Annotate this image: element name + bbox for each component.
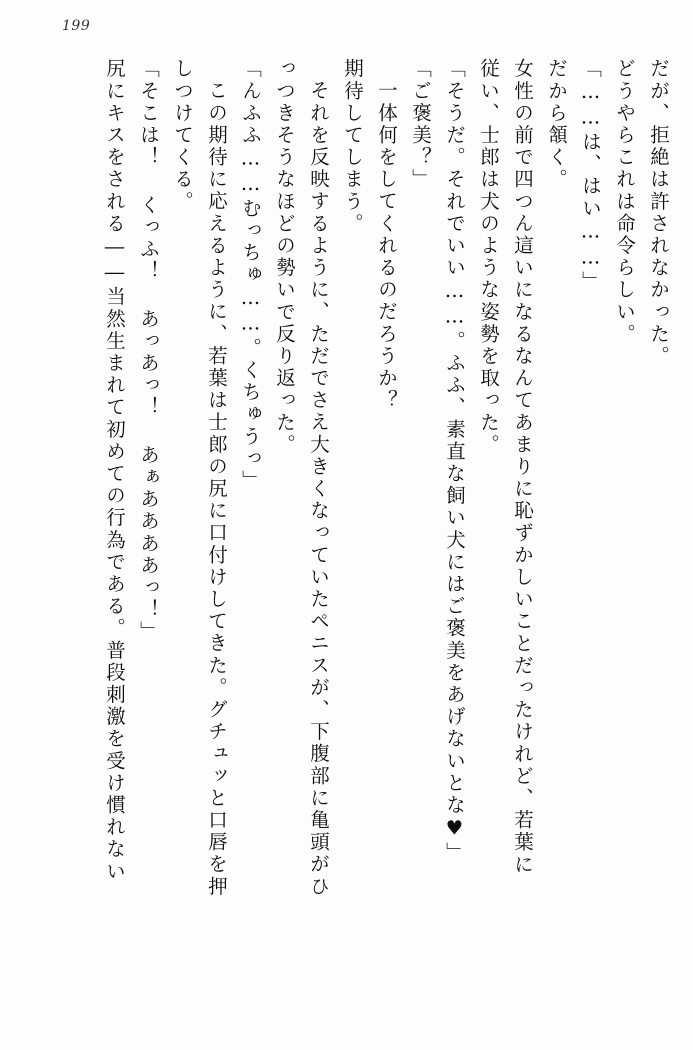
text-line: 「そこは！ くっふ！ あっあっ！ あぁああああっ！」 bbox=[137, 58, 160, 644]
text-line: 女性の前で四つん這いになるなんてあまりに恥ずかしいことだったけれど、若葉に bbox=[511, 58, 534, 876]
text-line: 尻にキスをされる――当然生まれて初めての行為である。普段刺激を受け慣れない bbox=[103, 58, 126, 883]
text-line: しつけてくる。 bbox=[171, 58, 194, 213]
text-line: 「んふふ……むっちゅ……。くちゅうっ」 bbox=[239, 58, 262, 492]
page-number: 199 bbox=[62, 18, 91, 34]
text-line: 「そうだ。それでいい……。ふふ、素直な飼い犬にはご褒美をあげないとな♥」 bbox=[443, 58, 466, 865]
vertical-text-body bbox=[28, 58, 668, 1026]
text-line: だから頷く。 bbox=[545, 58, 568, 191]
text-line: この期待に応えるように、若葉は士郎の尻に口付けしてきた。グチュッと口唇を押 bbox=[205, 80, 228, 898]
text-line: 「……は、はい……」 bbox=[579, 58, 602, 293]
text-line: 一体何をしてくれるのだろうか？ bbox=[375, 80, 398, 412]
text-line: だが、拒絶は許されなかった。 bbox=[647, 58, 670, 368]
text-line: 従い、士郎は犬のような姿勢を取った。 bbox=[477, 58, 500, 456]
text-line: それを反映するように、ただでさえ大きくなっていたペニスが、下腹部に亀頭がひ bbox=[307, 80, 330, 898]
text-line: 「ご褒美？」 bbox=[409, 58, 432, 191]
text-line: どうやらこれは命令らしい。 bbox=[613, 58, 636, 346]
text-line: っつきそうなほどの勢いで反り返った。 bbox=[273, 58, 296, 456]
text-line: 期待してしまう。 bbox=[341, 58, 364, 235]
